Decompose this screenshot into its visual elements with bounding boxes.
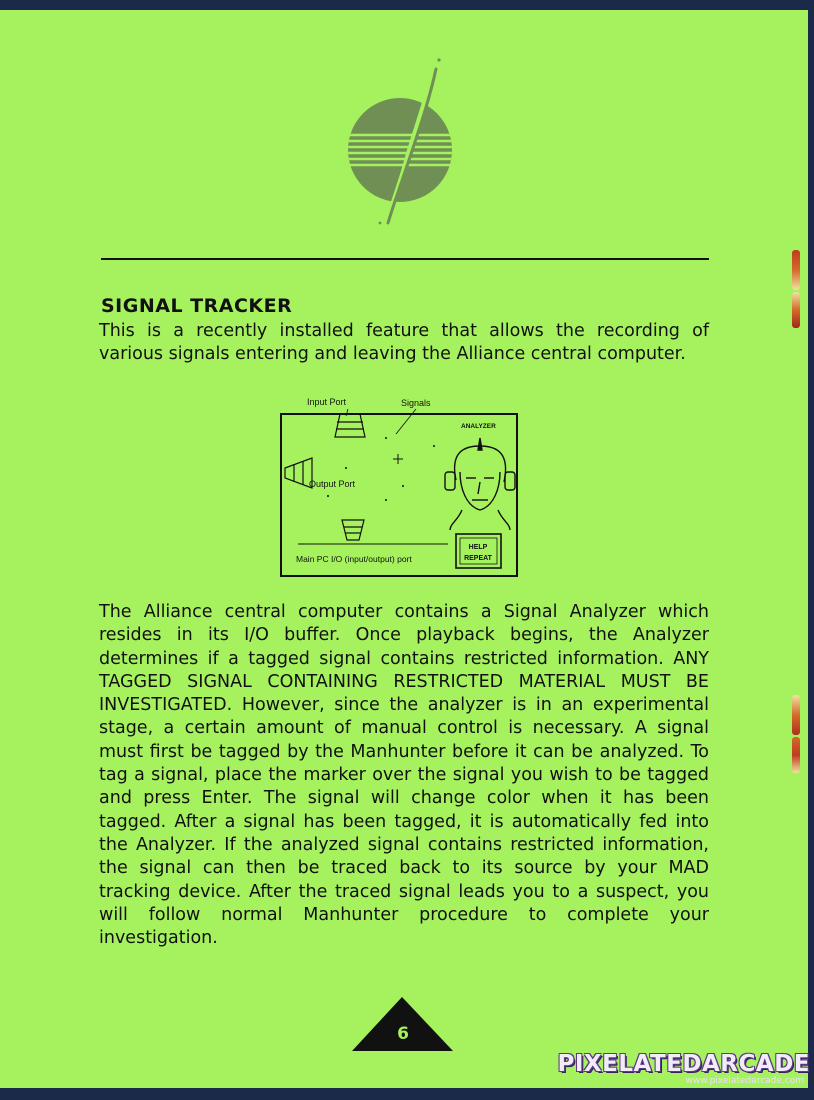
input-port-icon [335, 414, 365, 437]
marker-crosshair-icon [393, 454, 403, 464]
binder-clip-bottom-2 [792, 737, 800, 773]
output-port-icon [285, 458, 312, 488]
main-port-label: Main PC I/O (input/output) port [296, 554, 412, 564]
watermark [557, 1051, 810, 1086]
repeat-label: REPEAT [464, 555, 492, 562]
alliance-logo-icon [340, 55, 470, 230]
body-paragraph: The Alliance central computer contains a Signal Analyzer which resides in its I/O buffer. Once playback begins, the Analyzer determines if a tagged signal contains restricted information. ANY TAGGED SIGNAL CONTAINING RESTRICTED MATERIAL MUST BE INVESTIGATED. However, since the analyzer is in an experimental stage, a certain amount of manual control is necessary. A signal must first be tagged by the Manhunter before it can be analyzed. To tag a signal, place the marker over the signal you wish to be tagged and press Enter. The signal will change color when it has been tagged. After a signal has been tagged, it is automatically fed into the Analyzer. If the analyzed signal contains restricted information, the signal can then be traced back to its source by your MAD tracking device. After the traced signal leads you to a suspect, you will follow normal Manhunter procedure to complete your investigation. [99, 602, 709, 949]
page-number-badge [350, 995, 455, 1053]
analyzer-label: ANALYZER [461, 423, 496, 430]
signal-tracker-diagram [278, 392, 528, 582]
intro-paragraph: This is a recently installed feature that allows the recording of various signals entering and leaving the Alliance central computer. [99, 321, 709, 365]
help-label: HELP [468, 544, 488, 551]
watermark-url: www.pixelatedarcade.com [685, 1076, 804, 1086]
page-number: 6 [397, 1024, 409, 1044]
input-port-label: Input Port [307, 397, 347, 407]
signals-label: Signals [401, 398, 431, 408]
main-port-icon [342, 520, 364, 540]
binder-clip-bottom [792, 695, 800, 735]
output-port-label: Output Port [309, 479, 356, 489]
manual-page [0, 10, 808, 1088]
binder-clip-top-2 [792, 292, 800, 328]
signal-dots [327, 437, 435, 501]
help-repeat-panel [456, 534, 501, 568]
header-rule [101, 258, 709, 260]
watermark-brand: PIXELATEDARCADE [557, 1051, 810, 1077]
section-heading: SIGNAL TRACKER [101, 295, 293, 317]
binder-clip-top [792, 250, 800, 290]
analyzer-head-icon [445, 438, 515, 530]
